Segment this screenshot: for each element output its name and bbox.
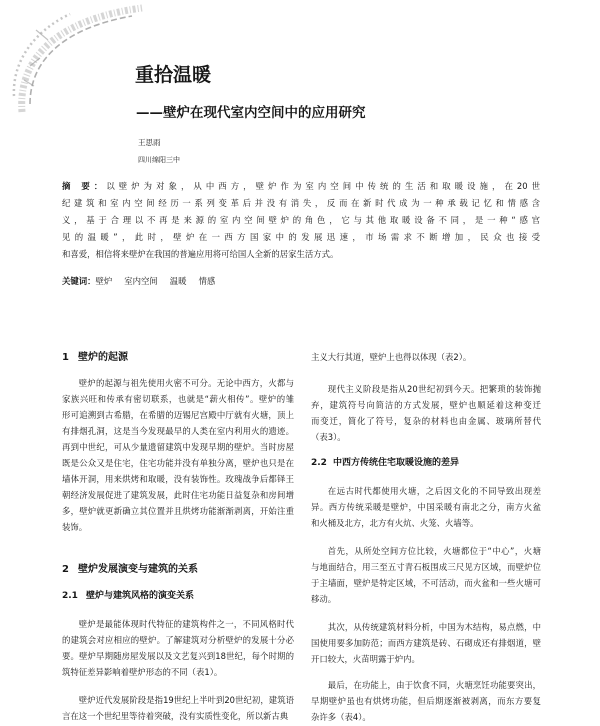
text-line: 杂许多（表4）。 (311, 712, 371, 722)
text-line: （表3）。 (311, 432, 346, 442)
subsection-number: 2.2 (311, 458, 327, 468)
keyword: 室内空间 (124, 276, 158, 286)
text-line: 多，壁炉就更新确立其位置并且烘烤功能渐渐剥离，开始注重 (62, 506, 294, 516)
abstract-line: 和喜爱，相信将来壁炉在我国的普遍应用将可给国人全新的居家生活方式。 (62, 249, 339, 259)
article-subtitle: ——壁炉在现代室内空间中的应用研究 (136, 105, 366, 121)
text-line: 形可追溯到古希腊，在希腊的迈锡尼宫殿中厅就有火塘，顶上 (62, 410, 294, 420)
paragraph (311, 381, 541, 445)
subsection-number: 2.1 (62, 591, 78, 601)
section-number: 1 (62, 352, 69, 363)
paragraph (62, 616, 294, 680)
decorative-brush-arc (0, 0, 150, 120)
text-line: 于主墙面，壁炉是特定区域，不可活动，而火盆和一些火塘可 (311, 578, 541, 588)
text-line: 墙体开洞，用来烘烤和取暖，没有装饰性。玫瑰战争后都铎王 (62, 474, 294, 484)
text-line: 主义大行其道，壁炉上也得以体现（表2）。 (311, 352, 472, 362)
text-line: 有排烟孔洞，这是当今发现最早的人类在室内利用火的遗迹。 (62, 426, 294, 436)
text-line: 现代主义阶段是指从20世纪初到今天。把繁琐的装饰抛 (327, 384, 541, 394)
paragraph (311, 483, 541, 531)
text-line: 筑特征差异影响着壁炉形态的不同（表1）。 (62, 667, 223, 677)
text-line: 装饰。 (62, 522, 88, 532)
text-line: 言在这一个世纪里等待着突破，没有实质性变化，所以新古典 (62, 711, 289, 721)
abstract-line: 义，基于合理以不再是来源的室内空间壁炉的角色，它与其他取暖设备不同，是一种“感官 (62, 215, 540, 225)
section-number: 2 (62, 564, 69, 575)
subsection-heading (311, 455, 459, 471)
text-line: 既是公众又是住宅，住宅功能并没有单独分离，壁炉也只是在 (62, 458, 294, 468)
text-line: 弃，建筑符号向简洁的方式发展，壁炉也顺延着这种变迁 (311, 400, 541, 410)
text-line: 移动。 (311, 594, 337, 604)
text-line: 与地面结合，用三至五寸青石板围成三尺见方区域，而壁炉位 (311, 562, 541, 572)
author-name: 王思雨 (138, 138, 161, 147)
paragraph-continued (311, 349, 541, 365)
text-line: 在远古时代都使用火塘，之后因文化的不同导致出现差 (327, 486, 541, 496)
text-line: 最后，在功能上，由于饮食不同，火塘烹饪功能要突出， (327, 680, 541, 690)
subsection-title: 中西方传统住宅取暖设施的差异 (333, 458, 460, 468)
text-line: 壁炉的起源与祖先使用火密不可分。无论中西方，火都与 (78, 378, 294, 388)
keyword: 壁炉 (95, 276, 113, 286)
text-line: 和火桶及北方，北方有火炕、火笼、火墙等。 (311, 518, 479, 528)
paragraph (311, 619, 541, 667)
text-line: 壁炉是最能体现时代特征的建筑构件之一，不同风格时代 (78, 619, 294, 629)
text-line: 再到中世纪，可从少量遗留建筑中发现早期的壁炉。当时房屋 (62, 442, 294, 452)
section-heading (62, 350, 128, 366)
paragraph (311, 677, 541, 725)
abstract-label: 摘 要： (62, 181, 107, 191)
text-line: 而变迁，简化了符号，复杂的材料也由金属、玻璃所替代 (311, 416, 541, 426)
text-line: 国使用要多加防范；而西方建筑是砖、石砌成还有排烟道，壁 (311, 638, 541, 648)
abstract-line: 见的温暖”，此时，壁炉在一西方国家中的发展迅速，市场需求不断增加，民众也接受 (62, 232, 540, 242)
keyword: 情感 (198, 276, 216, 286)
text-line: 的建筑会对应相应的壁炉。了解建筑对分析壁炉的发展十分必 (62, 635, 294, 645)
subsection-title: 壁炉与建筑风格的演变关系 (86, 591, 195, 601)
text-line: 早期壁炉虽也有烘烤功能，但后期逐渐被剥离，而东方要复 (311, 696, 541, 706)
text-line: 异。西方传统采暖是壁炉，中国采暖有南北之分，南方火盆 (311, 502, 541, 512)
section-title: 壁炉发展演变与建筑的关系 (78, 564, 198, 575)
paragraph (311, 543, 541, 607)
section-heading (62, 562, 198, 578)
abstract (62, 178, 540, 263)
text-line: 朝经济发展促进了建筑发展，此时住宅功能日益复杂和房间增 (62, 490, 294, 500)
author-affiliation: 四川绵阳三中 (138, 156, 180, 164)
section-title: 壁炉的起源 (78, 352, 128, 363)
keywords-label: 关键词： (62, 276, 96, 286)
text-line: 开口较大，火苗明露于炉内。 (311, 654, 420, 664)
paragraph (62, 375, 294, 535)
text-line: 首先，从所处空间方位比较，火塘都位于“中心”，火塘 (327, 546, 541, 556)
brush-stroke (14, 14, 70, 96)
keyword: 温暖 (169, 276, 187, 286)
subsection-heading (62, 588, 194, 604)
abstract-text: 以壁炉为对象，从中西方，壁炉作为室内空间中传统的生活和取暖设施，在20世 (106, 181, 540, 191)
text-line: 其次，从传统建筑材料分析，中国为木结构，易点燃，中 (327, 622, 541, 632)
abstract-line (62, 178, 540, 195)
text-line: 要。壁炉早期随房屋发展以及文艺复兴到18世纪，每个时期的 (62, 651, 294, 661)
text-line: 家族兴旺和传承有密切联系，也就是“薪火相传”。壁炉的雏 (62, 394, 294, 404)
paragraph (62, 692, 294, 724)
article-title: 重拾温暖 (135, 64, 212, 86)
abstract-line: 纪建筑和室内空间经历一系列变革后并没有消失，反而在新时代成为一种承载记忆和情感含 (62, 198, 540, 208)
text-line: 壁炉近代发展阶段是指19世纪上半叶到20世纪初，建筑语 (78, 695, 294, 705)
keywords (62, 273, 227, 289)
brush-stroke (22, 8, 142, 112)
